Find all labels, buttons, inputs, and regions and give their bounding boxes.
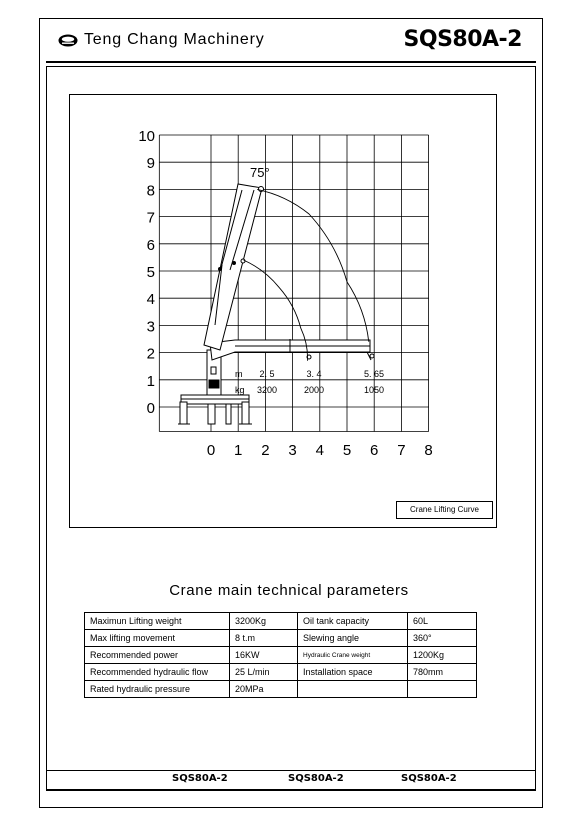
radius-label: 5. 65 — [363, 369, 385, 379]
footer-model: SQS80A-2 — [401, 773, 457, 784]
x-tick-label: 5 — [342, 442, 352, 459]
radius-label: 3. 4 — [306, 369, 322, 379]
load-label: 1050 — [363, 385, 385, 395]
footer-rule — [46, 770, 536, 771]
param-value — [408, 681, 477, 698]
param-value: 360° — [408, 630, 477, 647]
table-row — [85, 664, 477, 681]
x-tick-label: 3 — [288, 442, 297, 459]
brand-name: Teng Chang Machinery — [84, 31, 265, 48]
table-row — [85, 681, 477, 698]
radius-label: 2. 5 — [259, 369, 275, 379]
chart-grid — [159, 135, 428, 431]
load-label: 3200 — [256, 385, 278, 395]
y-tick-label: 9 — [146, 155, 155, 173]
param-value: 3200Kg — [230, 613, 298, 630]
model-title: SQS80A-2 — [403, 27, 522, 52]
x-tick-label: 6 — [370, 442, 379, 459]
param-value: 60L — [408, 613, 477, 630]
load-unit: kg — [235, 385, 245, 395]
param-value: 16KW — [230, 647, 298, 664]
param-name: Rated hydraulic pressure — [85, 681, 230, 698]
param-value: 25 L/min — [230, 664, 298, 681]
param-name — [298, 681, 408, 698]
y-tick-label: 1 — [146, 372, 155, 390]
x-tick-label: 1 — [234, 442, 243, 459]
param-name: Recommended power — [85, 647, 230, 664]
load-label: 2000 — [303, 385, 325, 395]
param-name: Max lifting movement — [85, 630, 230, 647]
footer-model: SQS80A-2 — [288, 773, 344, 784]
y-tick-label: 10 — [138, 128, 155, 145]
table-row — [85, 647, 477, 664]
param-name: Installation space — [298, 664, 408, 681]
param-value: 8 t.m — [230, 630, 298, 647]
parameters-table — [84, 612, 477, 698]
table-row — [85, 630, 477, 647]
footer-model: SQS80A-2 — [172, 773, 228, 784]
param-name: Recommended hydraulic flow — [85, 664, 230, 681]
load-labels — [257, 369, 384, 395]
y-tick-label: 0 — [146, 400, 155, 417]
y-tick-label: 5 — [146, 264, 155, 281]
param-name: Maximun Lifting weight — [85, 613, 230, 630]
param-name: Oil tank capacity — [298, 613, 408, 630]
y-tick-label: 6 — [146, 236, 155, 254]
lifting-arc — [257, 189, 369, 341]
x-tick-label: 0 — [206, 442, 216, 459]
x-tick-label: 8 — [424, 442, 433, 459]
param-value: 780mm — [408, 664, 477, 681]
y-tick-label: 3 — [146, 318, 155, 336]
footer-bottom-rule — [46, 789, 536, 791]
y-tick-label: 7 — [146, 209, 155, 227]
chart-caption: Crane Lifting Curve — [396, 501, 493, 519]
lifting-arcs — [244, 189, 369, 360]
table-row — [85, 613, 477, 630]
y-tick-label: 8 — [146, 182, 155, 200]
x-tick-label: 7 — [397, 442, 406, 459]
angle-label: 75° — [250, 165, 270, 180]
x-tick-label: 4 — [315, 442, 324, 459]
params-title: Crane main technical parameters — [169, 582, 409, 599]
x-tick-label: 2 — [261, 442, 270, 459]
radius-unit: m — [235, 369, 243, 379]
y-tick-label: 2 — [146, 345, 155, 363]
y-tick-label: 4 — [146, 291, 155, 309]
param-name: Slewing angle — [298, 630, 408, 647]
param-name: Hydraulic Crane weight — [298, 647, 408, 664]
param-value: 1200Kg — [408, 647, 477, 664]
param-value: 20MPa — [230, 681, 298, 698]
